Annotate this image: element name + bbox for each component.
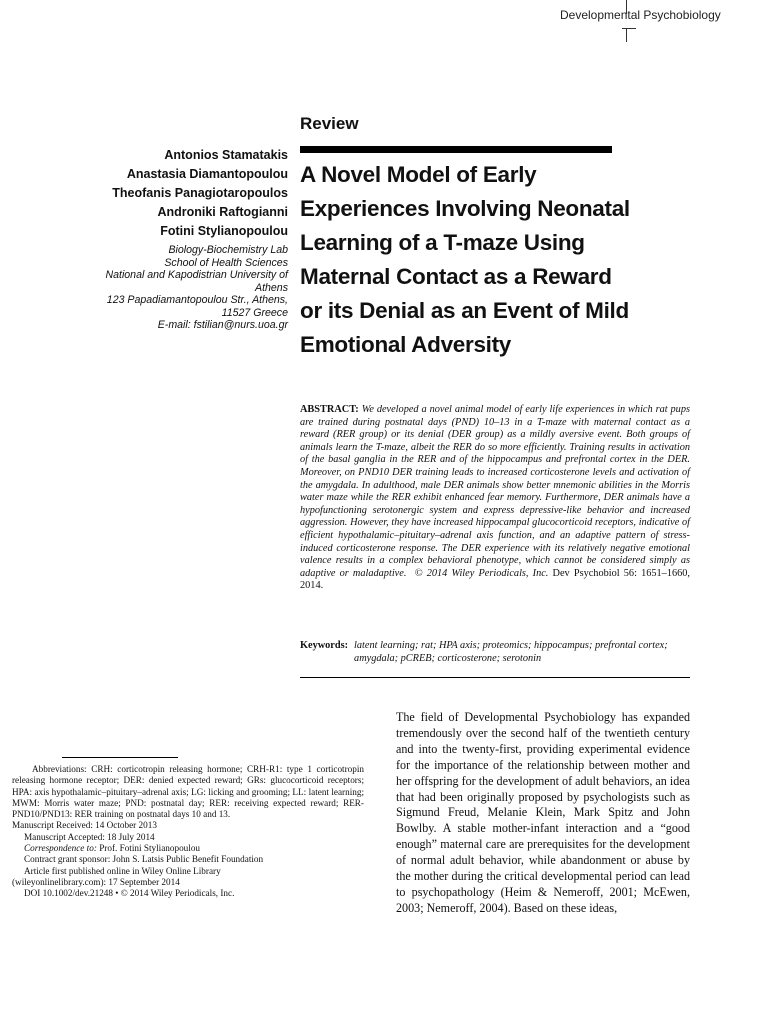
title-line: Learning of a T-maze Using — [300, 230, 585, 255]
abstract-citation: Dev Psychobiol 56: 1651–1660, 2014. — [300, 567, 690, 592]
title-line: or its Denial as an Event of Mild — [300, 298, 629, 323]
grant-note: Contract grant sponsor: John S. Latsis Public Benefit Foundation — [24, 854, 264, 865]
body-paragraph: The field of Developmental Psychobiology has expanded tremendously over the second half of the twentieth century and into the twenty-first, providing experimental evidence for the importance of the relationship between mother and her offspring for the development of adult behaviors, an idea that had been originally proposed by psychologists such as Sigmund Freud, Melanie Klein, Mark Spitz and John Bowlby. A stable mother-infant interaction and a “good enough” maternal care are prerequisites for the development of normal adult behavior, while abandonment or abuse by the mother during the critical developmental period can lead to psychopathology (Heim & Nemeroff, 2001; McEwen, 2003; Nemeroff, 2004). Based on these ideas, — [396, 710, 690, 915]
affiliation-line: 11527 Greece — [221, 306, 288, 319]
keywords-label: Keywords: — [300, 640, 349, 651]
author-name: Antonios Stamatakis — [164, 148, 288, 162]
crop-mark — [622, 28, 636, 29]
abstract-copyright: © 2014 Wiley Periodicals, Inc. — [414, 567, 549, 579]
affiliation-line: National and Kapodistrian University of — [105, 269, 288, 281]
affiliation-line: Athens — [255, 281, 288, 294]
keywords — [300, 640, 690, 665]
published-note-cont: (wileyonlinelibrary.com): 17 September 2014 — [12, 876, 180, 887]
author-name: Anastasia Diamantopoulou — [126, 167, 288, 181]
abstract-body: We developed a novel animal model of early life experiences in which rat pups are trained during postnatal days (PND) 10–13 in a T-maze with maternal contact as a reward (RER group) or its denial (DER group) as a mildly aversive event. Both groups of animals learn the T-maze, albeit the RER do so more efficiently. Training results in activation of the basal ganglia in the RER and of the hippocampus and prefrontal cortex in the DER. Moreover, on PND10 DER training leads to increased corticosterone levels and activation of the amygdala. In adulthood, male DER animals show better mnemonic abilities in the Morris water maze while the RER exhibit enhanced fear memory. Furthermore, DER animals have a hypofunctioning serotonergic system and express depressive-like behavior and increased aggression. However, they have increased hippocampal glucocorticoid receptors, indicative of efficient hypothalamic–pituitary–adrenal axis function, and an adaptive pattern of stress-induced corticosterone response. The DER experience with its relatively negative emotional valence results in a complex behavioral phenotype, which cannot be considered simply as adaptive or maladaptive. — [300, 404, 690, 579]
received-date: Manuscript Received: 14 October 2013 — [12, 820, 157, 831]
affiliation-line: 123 Papadiamantopoulou Str., Athens, — [106, 294, 288, 306]
title-line: Maternal Contact as a Reward — [300, 264, 612, 289]
affiliation-line: Biology-Biochemistry Lab — [168, 244, 288, 256]
title-rule — [300, 146, 612, 153]
correspondence-note — [12, 843, 364, 854]
doi-link[interactable]: DOI 10.1002/dev.21248 • © 2014 Wiley Periodicals, Inc. — [24, 888, 235, 899]
accepted-date: Manuscript Accepted: 18 July 2014 — [24, 831, 155, 842]
author-block — [20, 146, 288, 332]
section-label: Review — [300, 114, 359, 133]
title-line: Emotional Adversity — [300, 332, 512, 357]
email-link[interactable]: E-mail: fstilian@nurs.uoa.gr — [157, 319, 288, 331]
section-divider — [300, 677, 690, 678]
title-line: A Novel Model of Early — [300, 162, 537, 187]
correspondence-name: Prof. Fotini Stylianopoulou — [99, 843, 201, 854]
author-name: Androniki Raftogianni — [157, 205, 288, 219]
abstract-label: ABSTRACT: — [300, 404, 359, 415]
author-name: Theofanis Panagiotaropoulos — [112, 186, 288, 200]
abbreviations-note: Abbreviations: CRH: corticotropin releasing hormone; CRH-R1: type 1 corticotropin releasing hormone receptor; DER: denied expected reward; GRs: glucocorticoid receptors; HPA: axis hypothalamic–pituitary–adrenal axis; LG: licking and grooming; LL: latent learning; MWM: Morris water maze; PND: postnatal day; RER: receiving expected reward; RER-PND10/PND13: RER training on postnatal days 10 and 13. — [12, 764, 364, 820]
published-note: Article first published online in Wiley Online Library — [24, 865, 221, 876]
article-title — [300, 158, 720, 362]
footnotes — [12, 764, 364, 900]
title-line: Experiences Involving Neonatal — [300, 196, 630, 221]
author-name: Fotini Stylianopoulou — [160, 224, 288, 238]
abstract — [300, 404, 690, 593]
keywords-text: latent learning; rat; HPA axis; proteomics; hippocampus; prefrontal cortex; amygdala; pCREB; corticosterone; serotonin — [354, 640, 668, 664]
correspondence-label: Correspondence to: — [24, 843, 97, 854]
journal-name: Developmental Psychobiology — [560, 8, 721, 22]
footnote-rule — [62, 757, 178, 758]
crop-mark — [626, 28, 627, 42]
affiliation-line: School of Health Sciences — [164, 256, 288, 269]
affiliation — [20, 244, 288, 332]
